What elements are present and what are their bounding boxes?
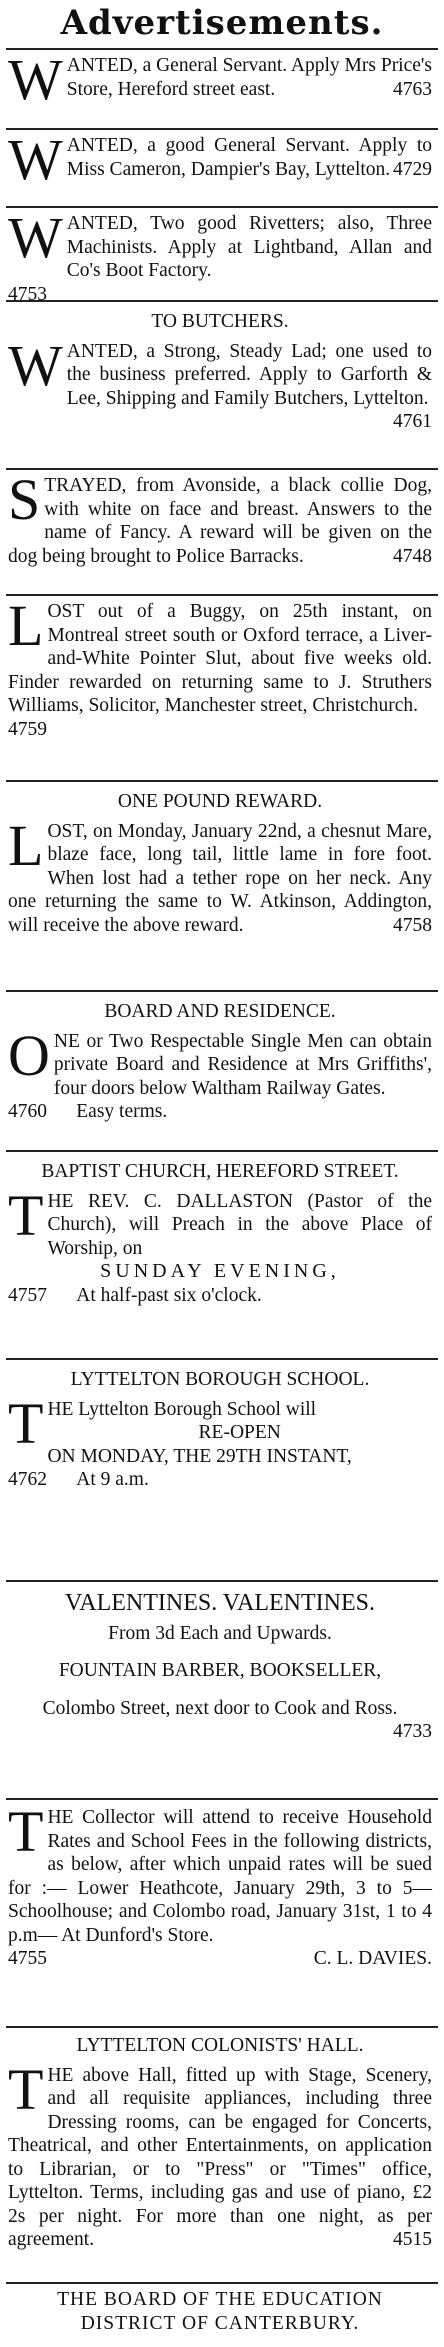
ad-12 (8, 1799, 432, 1971)
drop-cap: T (8, 2056, 44, 2122)
ad-extra: At 9 a.m. (76, 1469, 149, 1490)
drop-cap: W (8, 47, 63, 112)
divider (6, 990, 438, 992)
divider (6, 594, 438, 596)
drop-cap: W (8, 205, 63, 270)
drop-cap: W (8, 127, 63, 192)
ad-text: HE REV. C. DALLASTON (Pastor of the Church), will Preach in the above Place of Worship, on (47, 1190, 432, 1259)
drop-cap: T (8, 1390, 44, 1456)
ad-line: Colombo Street, next door to Cook and Ross. (42, 1697, 398, 1719)
drop-cap: T (8, 1799, 44, 1864)
ad-text: ANTED, a good General Servant. Apply to Miss Cameron, Dampier's Bay, Lyttelton. (66, 135, 432, 180)
ad-extra: Easy terms. (76, 1101, 168, 1122)
ad-title: LYTTELTON BOROUGH SCHOOL. (70, 1369, 370, 1390)
ad-9 (8, 1156, 432, 1307)
ad-number: 4748 (393, 545, 432, 567)
ad-extra: At half-past six o'clock. (76, 1284, 262, 1306)
ad-13 (8, 2030, 432, 2252)
ad-10 (8, 1364, 432, 1492)
ad-number: 4761 (393, 411, 432, 432)
ad-number: 4757 (8, 1284, 47, 1306)
ad-2 (8, 127, 432, 192)
drop-cap: W (8, 332, 63, 398)
ad-1 (8, 47, 433, 112)
divider (6, 1150, 438, 1152)
drop-cap: O (8, 1022, 50, 1088)
ad-number: 4758 (393, 914, 432, 936)
divider (6, 468, 438, 470)
ad-number: 4515 (393, 2229, 432, 2250)
ad-text: From 3d Each and Upwards. (108, 1622, 332, 1644)
ad-title: TO BUTCHERS. (151, 311, 289, 332)
ad-number: 4755 (8, 1948, 47, 1969)
ad-title: VALENTINES. VALENTINES. (65, 1590, 375, 1616)
ad-text: ANTED, Two good Rivetters; also, Three Machinists. Apply at Lightband, Allan and Co's Boot Factory. (66, 213, 432, 281)
ad-text: HE above Hall, fitted up with Stage, Scenery, and all requisite appliances, including three Dressing rooms, can be engaged for Concerts, Theatrical, and other Entertainments, on application to Librarian, or to "Press" or "Times" office, Lyttelton. Terms, including gas and use of piano, £2 2s per night. For more than one night, as per agreement. (8, 2064, 432, 2250)
ad-8 (8, 996, 432, 1124)
ad-7 (8, 786, 432, 937)
divider (6, 300, 438, 302)
ad-number: 4763 (393, 78, 432, 100)
section-header: Advertisements. (60, 3, 384, 43)
divider (6, 48, 438, 50)
divider (6, 2282, 438, 2284)
drop-cap: L (8, 812, 44, 878)
ad-text: ANTED, a General Servant. Apply Mrs Price's Store, Hereford street east. (66, 55, 433, 100)
ad-title: BAPTIST CHURCH, HEREFORD STREET. (41, 1161, 399, 1182)
ad-number: 4762 (8, 1469, 47, 1490)
ad-4 (8, 306, 432, 434)
ad-line: RE-OPEN (198, 1422, 281, 1443)
ad-number: 4753 (8, 283, 47, 305)
divider (6, 2026, 438, 2028)
ad-5 (8, 467, 432, 568)
divider (6, 1358, 438, 1360)
ad-title: ONE POUND REWARD. (117, 791, 323, 812)
ad-6 (8, 593, 432, 741)
divider (6, 1798, 438, 1800)
divider (6, 206, 438, 208)
ad-number: 4760 (8, 1101, 47, 1122)
ad-title: BOARD AND RESIDENCE. (104, 1001, 336, 1022)
ad-text: OST, on Monday, January 22nd, a chesnut Mare, blaze face, long tail, little lame in fore foot. When lost had a tether rope on her neck. Any one returning the same to W. Atkinson, Addington, will receive the above reward. (8, 820, 432, 936)
ad-line: ON MONDAY, THE 29TH INSTANT, (47, 1445, 352, 1467)
divider (6, 128, 438, 130)
ad-text: HE Collector will attend to receive Household Rates and School Fees in the following districts, as below, after which unpaid rates will be sued for :— Lower Heathcote, January 29th, 3 to 5— Schoolhouse; and Colombo road, January 31st, 1 to 4 p.m— At Dunford's Store. (8, 1807, 432, 1946)
ad-text: TRAYED, from Avonside, a black collie Dog, with white on face and breast. Answers to the name of Fancy. A reward will be given on the dog being brought to Police Barracks. (8, 475, 432, 567)
ad-line: FOUNTAIN BARBER, BOOKSELLER, (58, 1660, 382, 1681)
footer-title: THE BOARD OF THE EDUCATION DISTRICT OF CANTERBURY. (57, 2289, 383, 2334)
ad-3 (8, 205, 432, 306)
drop-cap: L (8, 593, 44, 658)
ad-text: ANTED, a Strong, Steady Lad; one used to the business preferred. Apply to Garforth & Lee, Shipping and Family Butchers, Lyttelton. (66, 340, 432, 409)
ad-11 (8, 1588, 432, 1744)
ad-number: 4733 (393, 1721, 432, 1742)
ad-text: OST out of a Buggy, on 25th instant, on Montreal street south or Oxford terrace, a Liver-and-White Pointer Slut, about five weeks old. Finder rewarded on returning same to J. Struthers Williams, Solicitor, Manchester street, Christchurch. (8, 601, 432, 716)
divider (6, 780, 438, 782)
ad-text: NE or Two Respectable Single Men can obtain private Board and Residence at Mrs Griffiths', four doors below Waltham Railway Gates. (53, 1030, 432, 1099)
divider (6, 1580, 438, 1582)
ad-title: LYTTELTON COLONISTS' HALL. (76, 2035, 364, 2056)
ad-extra: C. L. DAVIES. (313, 1948, 432, 1969)
ad-text: HE Lyttelton Borough School will (47, 1398, 317, 1420)
ad-number: 4729 (393, 158, 432, 180)
ad-number: 4759 (8, 718, 47, 740)
drop-cap: T (8, 1182, 44, 1248)
drop-cap: S (8, 467, 41, 532)
ad-line: SUNDAY EVENING, (100, 1260, 340, 1282)
